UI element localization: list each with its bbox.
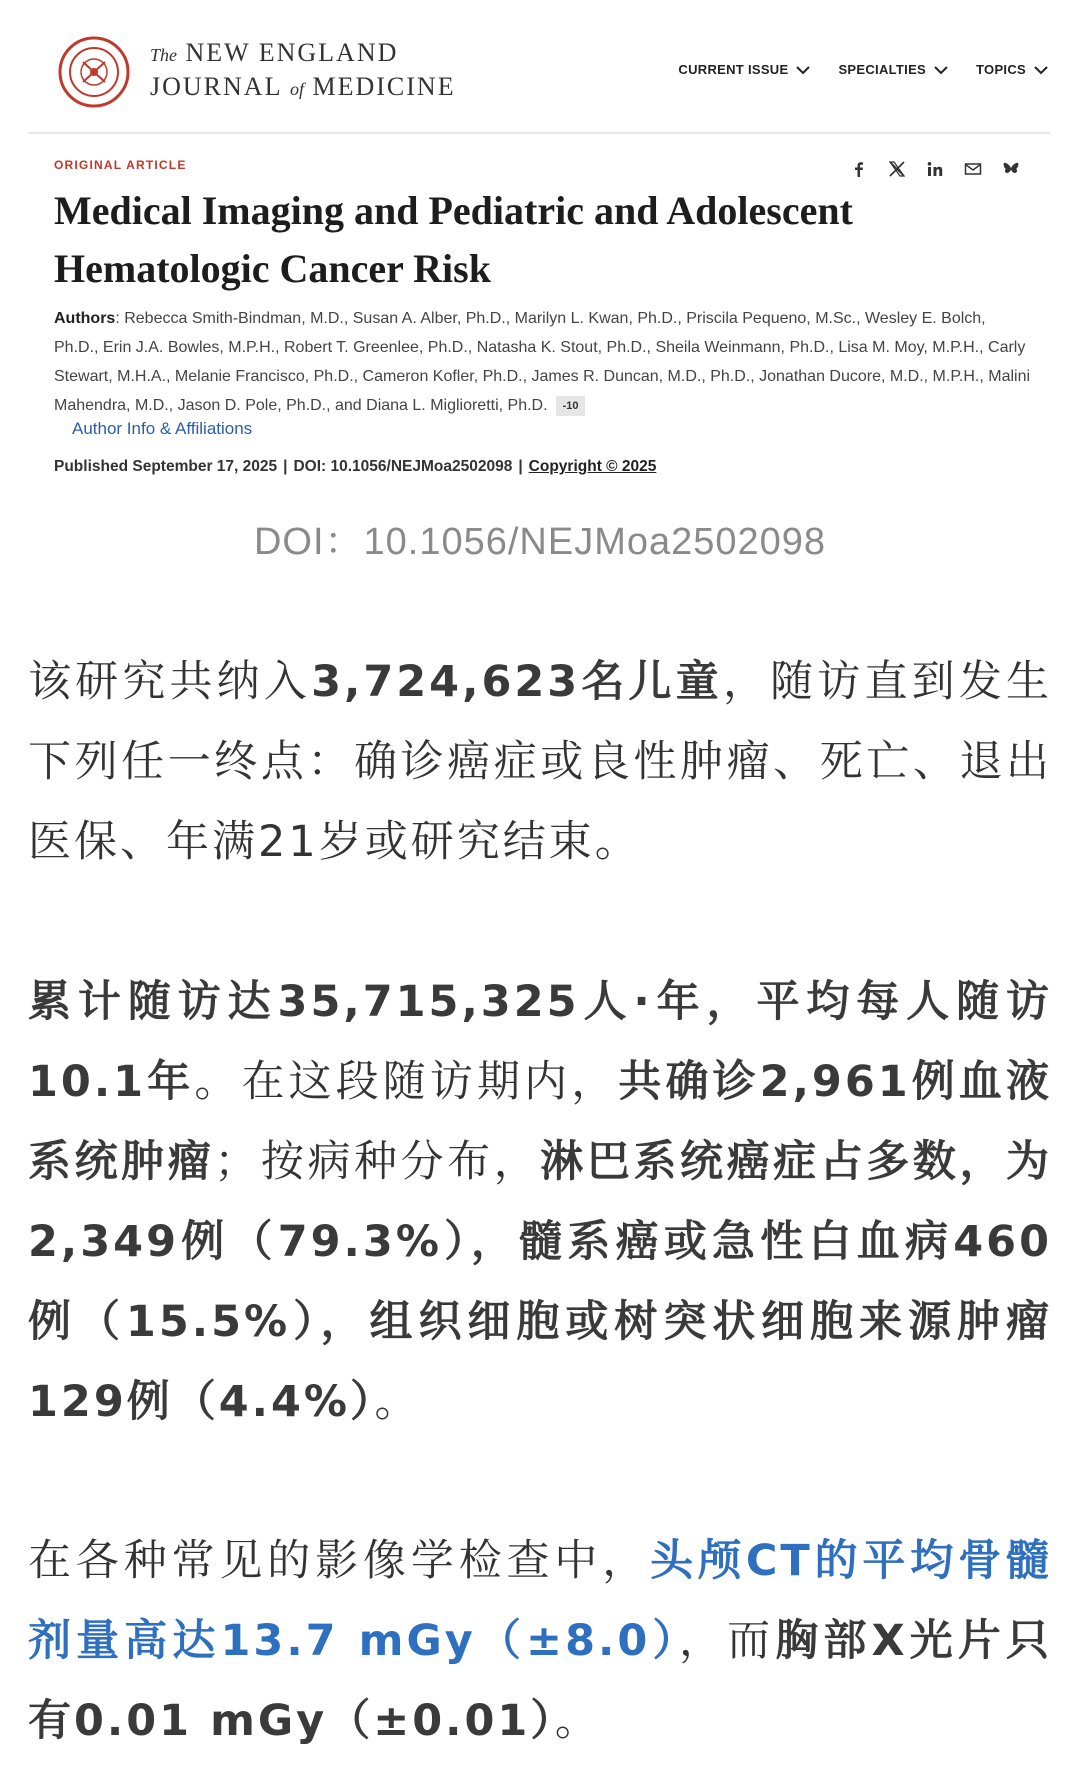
p2-text-2: ；按病种分布， <box>214 1137 541 1187</box>
facebook-icon[interactable] <box>848 158 870 180</box>
p2-bold-2: 共确诊2,961例血液系统肿瘤 <box>28 1057 1053 1187</box>
p3-text-3: 。 <box>554 1696 601 1746</box>
nav-specialties[interactable] <box>838 62 948 77</box>
p3-highlight-1: 头颅CT的平均骨髓剂量高达13.7 mGy（±8.0） <box>28 1536 1053 1666</box>
authors-label: Authors <box>54 310 116 327</box>
share-bar <box>848 158 1022 180</box>
nav-topics[interactable] <box>976 62 1048 77</box>
p3-bold-1: 胸部X光片只有0.01 mGy（±0.01） <box>28 1616 1053 1746</box>
p2-bold-3: 淋巴系统癌症占多数，为2,349例（79.3%），髓系癌或急性白血病460例（15.5%），组织细胞或树突状细胞来源肿瘤129例（4.4%） <box>28 1137 1053 1427</box>
published-date: Published September 17, 2025 <box>54 458 278 475</box>
article-type-label: ORIGINAL ARTICLE <box>54 158 187 172</box>
article-title: Medical Imaging and Pediatric and Adolescent Hematologic Cancer Risk <box>54 188 853 291</box>
p1-text-1: 该研究共纳入 <box>28 657 312 707</box>
doi-text: DOI: 10.1056/NEJMoa2502098 <box>293 458 513 475</box>
authors-toggle-badge[interactable]: -10 <box>556 396 586 416</box>
nejm-seal-logo[interactable] <box>58 36 130 108</box>
authors-names: : Rebecca Smith-Bindman, M.D., Susan A. Alber, Ph.D., Marilyn L. Kwan, Ph.D., Priscila Pequeno, M.Sc., Wesley E. Bolch, Ph.D., Erin J.A. Bowles, M.P.H., Robert T. Greenlee, Ph.D., Natasha K. Stout, Ph.D., Sheila Weinmann, Ph.D., Lisa M. Moy, M.P.H., Carly Stewart, M.H.A., Melanie Francisco, Ph.D., Cameron Kofler, Ph.D., James R. Duncan, M.D., Ph.D., Jonathan Ducore, M.D., M.P.H., Malini Mahendra, M.D., Jason D. Pole, Ph.D., and Diana L. Miglioretti, Ph.D. <box>54 310 1031 414</box>
author-list <box>54 304 1034 420</box>
p2-text-1: 。在这段随访期内， <box>194 1057 619 1107</box>
author-affiliations-link[interactable]: Author Info & Affiliations <box>72 419 253 438</box>
nav-current-issue[interactable] <box>678 62 810 77</box>
p1-bold-1: 3,724,623名儿童 <box>311 657 723 707</box>
mail-icon[interactable] <box>962 158 984 180</box>
body-paragraph-3 <box>28 1521 1052 1761</box>
brand-journal: JOURNAL <box>150 72 282 101</box>
linkedin-icon[interactable] <box>924 158 946 180</box>
nav-topics-label: TOPICS <box>976 62 1026 77</box>
publication-info: Published September 17, 2025 | DOI: 10.1056/NEJMoa2502098 | Copyright © 2025 <box>54 458 657 475</box>
doi-caption: DOI：10.1056/NEJMoa2502098 <box>253 521 827 563</box>
p3-text-2: ，而 <box>679 1616 776 1666</box>
copyright-link[interactable]: Copyright © 2025 <box>528 458 657 475</box>
chevron-down-icon <box>934 65 948 75</box>
body-paragraph-1 <box>28 642 1052 882</box>
chevron-down-icon <box>796 65 810 75</box>
brand-new-england: NEW ENGLAND <box>185 38 399 67</box>
bluesky-icon[interactable] <box>1000 158 1022 180</box>
brand-medicine: MEDICINE <box>312 72 456 101</box>
p1-text-2: ，随访直到发生下列任一终点：确诊癌症或良性肿瘤、死亡、退出医保、年满21岁或研究结束。 <box>28 657 1053 867</box>
x-icon[interactable] <box>886 158 908 180</box>
chevron-down-icon <box>1034 65 1048 75</box>
brand-of: of <box>289 79 304 99</box>
p2-bold-1: 累计随访达35,715,325人·年，平均每人随访10.1年 <box>28 977 1052 1107</box>
p2-text-3: 。 <box>374 1377 421 1427</box>
p3-text-1: 在各种常见的影像学检查中， <box>28 1536 651 1586</box>
brand-the: The <box>150 45 177 65</box>
site-header <box>28 28 1050 134</box>
nav-current-issue-label: CURRENT ISSUE <box>678 62 789 77</box>
nav-specialties-label: SPECIALTIES <box>838 62 927 77</box>
top-nav <box>678 62 1048 77</box>
nejm-wordmark[interactable] <box>150 38 456 106</box>
body-paragraph-2 <box>28 962 1052 1442</box>
